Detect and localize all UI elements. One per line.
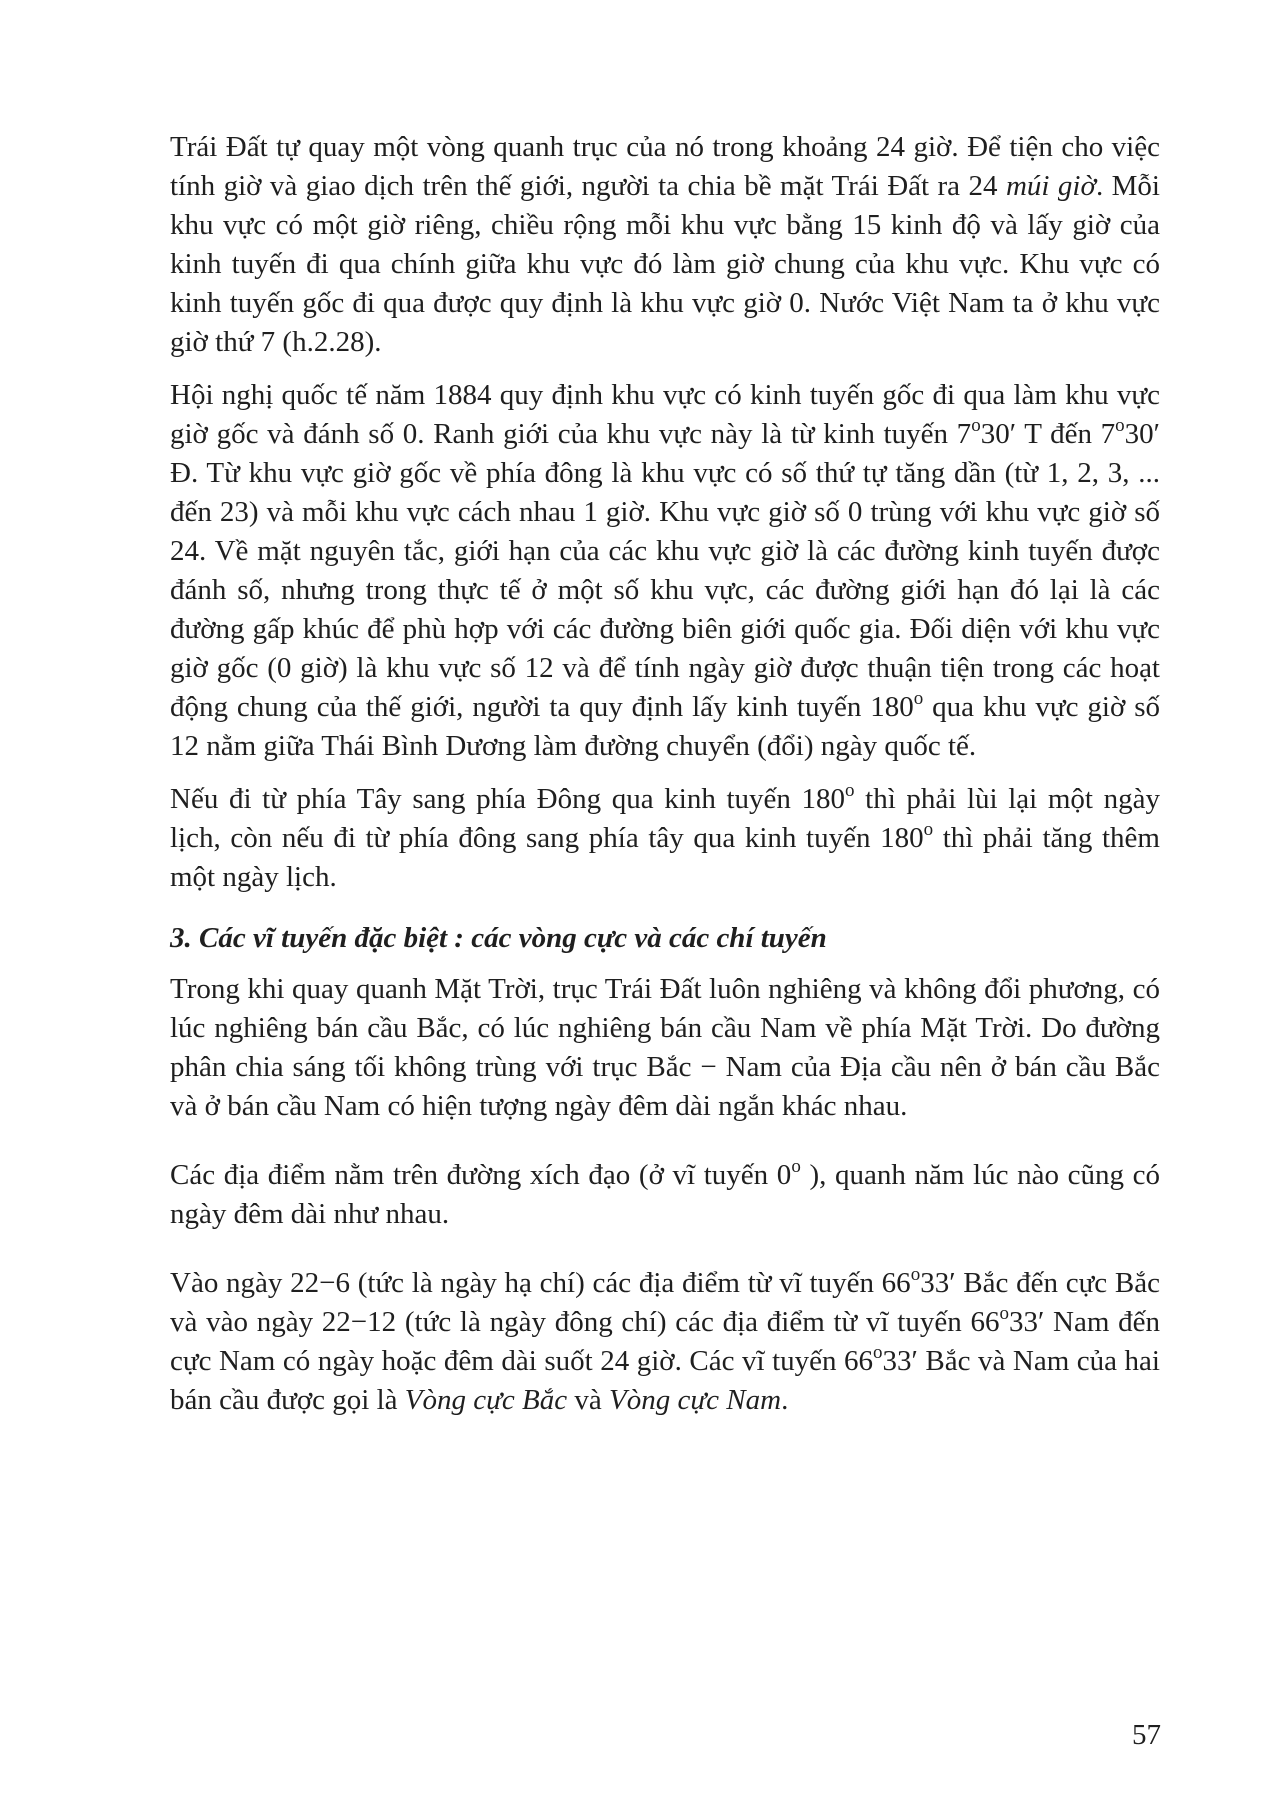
- degree-sign: o: [923, 819, 934, 840]
- paragraph-polar-circles: Vào ngày 22−6 (tức là ngày hạ chí) các địa điểm từ vĩ tuyến 66$^o$33′ Bắc đến cực Bắc và vào ngày 22−12 (tức là ngày đông chí) các địa điểm từ vĩ tuyến 66$^o$33′ Nam đến cực Nam có ngày hoặc đêm dài suốt 24 giờ. Các vĩ tuyến 66$^o$33′ Bắc và Nam của hai bán cầu được gọi là Vòng cực Bắc và Vòng cực Nam.: [170, 1264, 1161, 1416]
- degree-sign: o: [845, 780, 855, 801]
- paragraph-international-conference: Hội nghị quốc tế năm 1884 quy định khu vực có kinh tuyến gốc đi qua làm khu vực giờ gốc và đánh số 0. Ranh giới của khu vực này là từ kinh tuyến 7$^o$30′ T đến 7$^o$30′ Đ. Từ khu vực giờ gốc về phía đông là khu vực có số thứ tự tăng dần (từ 1, 2, 3, ... đến 23) và mỗi khu vực cách nhau 1 giờ. Khu vực giờ số 0 trùng với khu vực giờ số 24. Về mặt nguyên tắc, giới hạn của các khu vực giờ là các đường kinh tuyến được đánh số, nhưng trong thực tế ở một số khu vực, các đường giới hạn đó lại là các đường gấp khúc để phù hợp với các đường biên giới quốc gia. Đối diện với khu vực giờ gốc (0 giờ) là khu vực số 12 và để tính ngày giờ được thuận tiện trong các hoạt động chung của thế giới, người ta quy định lấy kinh tuyến 180$^o$ qua khu vực giờ số 12 nằm giữa Thái Bình Dương làm đường chuyển (đổi) ngày quốc tế.: [170, 379, 1160, 762]
- paragraph-time-zones: Trái Đất tự quay một vòng quanh trục của nó trong khoảng 24 giờ. Để tiện cho việc tính giờ và giao dịch trên thế giới, người ta chia bề mặt Trái Đất ra 24 múi giờ. Mỗi khu vực có một giờ riêng, chiều rộng mỗi khu vực bằng 15 kinh độ và lấy giờ của kinh tuyến đi qua chính giữa khu vực đó làm giờ chung của khu vực. Khu vực có kinh tuyến gốc đi qua được quy định là khu vực giờ 0. Nước Việt Nam ta ở khu vực giờ thứ 7 (h.2.28).: [170, 131, 1160, 358]
- degree-sign: o: [913, 688, 924, 709]
- degree-sign: o: [971, 415, 981, 436]
- degree-sign: o: [999, 1303, 1009, 1324]
- paragraph-date-line: Nếu đi từ phía Tây sang phía Đông qua kinh tuyến 180$^o$ thì phải lùi lại một ngày lịch, còn nếu đi từ phía đông sang phía tây qua kinh tuyến 180$^o$ thì phải tăng thêm một ngày lịch.: [170, 780, 1160, 893]
- degree-sign: o: [1115, 415, 1125, 436]
- term-mui-gio: múi giờ: [1005, 170, 1096, 202]
- body-text: [170, 128, 1160, 1434]
- term-vong-cuc-bac: Vòng cực Bắc: [404, 1384, 568, 1416]
- paragraph-equator: Các địa điểm nằm trên đường xích đạo (ở vĩ tuyến 0$^o$ ), quanh năm lúc nào cũng có ngày đêm dài như nhau.: [170, 1156, 1160, 1230]
- degree-sign: o: [873, 1342, 883, 1363]
- degree-sign: o: [791, 1156, 801, 1177]
- term-vong-cuc-nam: Vòng cực Nam: [609, 1384, 782, 1416]
- page-number: 57: [1132, 1719, 1161, 1751]
- paragraph-axis-tilt: Trong khi quay quanh Mặt Trời, trục Trái Đất luôn nghiêng và không đổi phương, có lúc nghiêng bán cầu Bắc, có lúc nghiêng bán cầu Nam về phía Mặt Trời. Do đường phân chia sáng tối không trùng với trục Bắc − Nam của Địa cầu nên ở bán cầu Bắc và ở bán cầu Nam có hiện tượng ngày đêm dài ngắn khác nhau.: [170, 973, 1160, 1122]
- section-heading: 3. Các vĩ tuyến đặc biệt : các vòng cực và các chí tuyến: [170, 922, 827, 954]
- degree-sign: o: [910, 1264, 921, 1285]
